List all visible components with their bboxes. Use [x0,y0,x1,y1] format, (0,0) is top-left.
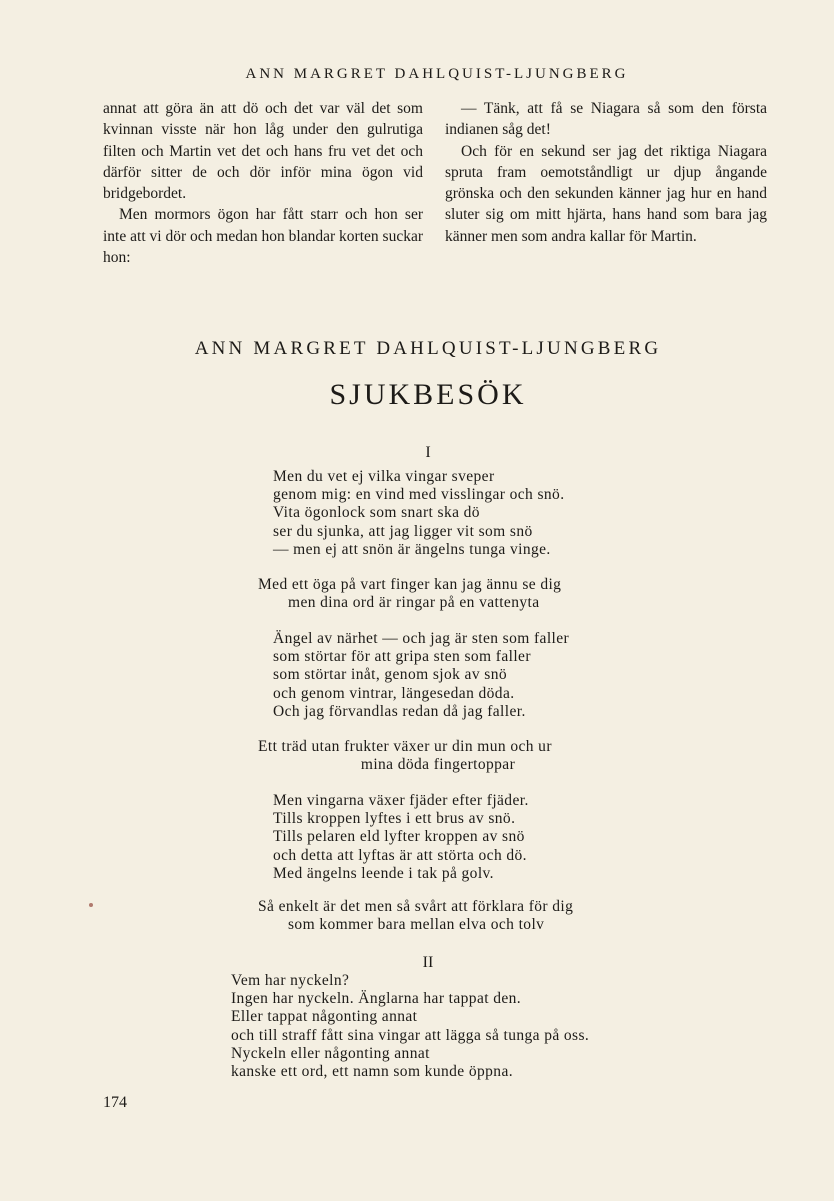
prose-paragraph: — Tänk, att få se Niagara så som den första indianen såg det! [445,100,767,139]
poem-author: ANN MARGRET DAHLQUIST-LJUNGBERG [194,338,662,359]
stanza [231,972,589,1081]
page-number: 174 [103,1094,127,1111]
poem-line: mina döda fingertoppar [360,756,516,774]
poem-line: Vem har nyckeln? [231,972,350,989]
poem-line: Eller tappat någonting annat [231,1008,418,1026]
poem-line: Men vingarna växer fjäder efter fjäder. [273,792,529,809]
running-head: ANN MARGRET DAHLQUIST-LJUNGBERG [245,66,629,82]
prose-paragraph: Men mormors ögon har fått starr och hon ser inte att vi dör och medan hon blandar korten suckar hon: [103,206,423,267]
poem-line: och detta att lyftas är att störta och dö. [273,846,527,864]
prose-column-left [103,98,423,268]
stanza [273,630,569,721]
prose-paragraph: Och för en sekund ser jag det riktiga Niagara spruta fram oemotståndligt ur djup ångande grönska och den sekunden känner jag hur en hand sluter sig om mitt hjärta, hans hand som bara jag känner men som andra kallar för Martin. [445,142,767,245]
poem-line: och genom vintrar, längesedan döda. [273,684,515,702]
poem-line: — men ej att snön är ängelns tunga vinge. [273,540,551,558]
poem-line: Ett träd utan frukter växer ur din mun och ur [258,738,552,755]
ink-speck [89,903,93,907]
prose-column-right [445,98,767,247]
section-numeral: II [422,954,434,971]
stanza [258,898,618,934]
poem-line: Och jag förvandlas redan då jag faller. [273,702,526,720]
poem-line: ser du sjunka, att jag ligger vit som snö [273,522,533,540]
poem-line: och till straff fått sina vingar att lägga så tunga på oss. [231,1026,590,1044]
poem-line: kanske ett ord, ett namn som kunde öppna. [231,1063,513,1081]
poem-line: men dina ord är ringar på en vattenyta [288,594,540,612]
poem-title: SJUKBESÖK [329,378,527,411]
section-numeral: I [425,444,431,461]
poem-line: Tills pelaren eld lyfter kroppen av snö [273,828,525,846]
poem-line: Ängel av närhet — och jag är sten som faller [273,630,570,647]
poem-line: Med ett öga på vart finger kan jag ännu se dig [258,576,562,593]
poem-line: Med ängelns leende i tak på golv. [273,864,494,882]
poem-line: Men du vet ej vilka vingar sveper [273,468,495,485]
poem-line: Nyckeln eller någonting annat [231,1044,430,1062]
poem-line: Så enkelt är det men så svårt att förklara för dig [258,898,574,915]
poem-line: Vita ögonlock som snart ska dö [273,504,480,522]
stanza [258,738,618,774]
stanza [258,576,618,612]
stanza [273,468,564,559]
poem-line: Tills kroppen lyftes i ett brus av snö. [273,810,516,828]
stanza [273,792,529,883]
poem-line: som kommer bara mellan elva och tolv [288,916,545,934]
poem-line: som störtar för att gripa sten som faller [273,648,531,666]
poem-line: Ingen har nyckeln. Änglarna har tappat den. [231,990,522,1008]
poem-line: genom mig: en vind med visslingar och snö. [273,486,565,504]
poem-line: som störtar inåt, genom sjok av snö [273,666,507,684]
prose-paragraph: annat att göra än att dö och det var väl det som kvinnan visste när hon låg under den gulrutiga filten och Martin vet det och hans fru vet det och därför sitter de och dör inför mina ögon vid bridgebordet. [103,100,423,203]
